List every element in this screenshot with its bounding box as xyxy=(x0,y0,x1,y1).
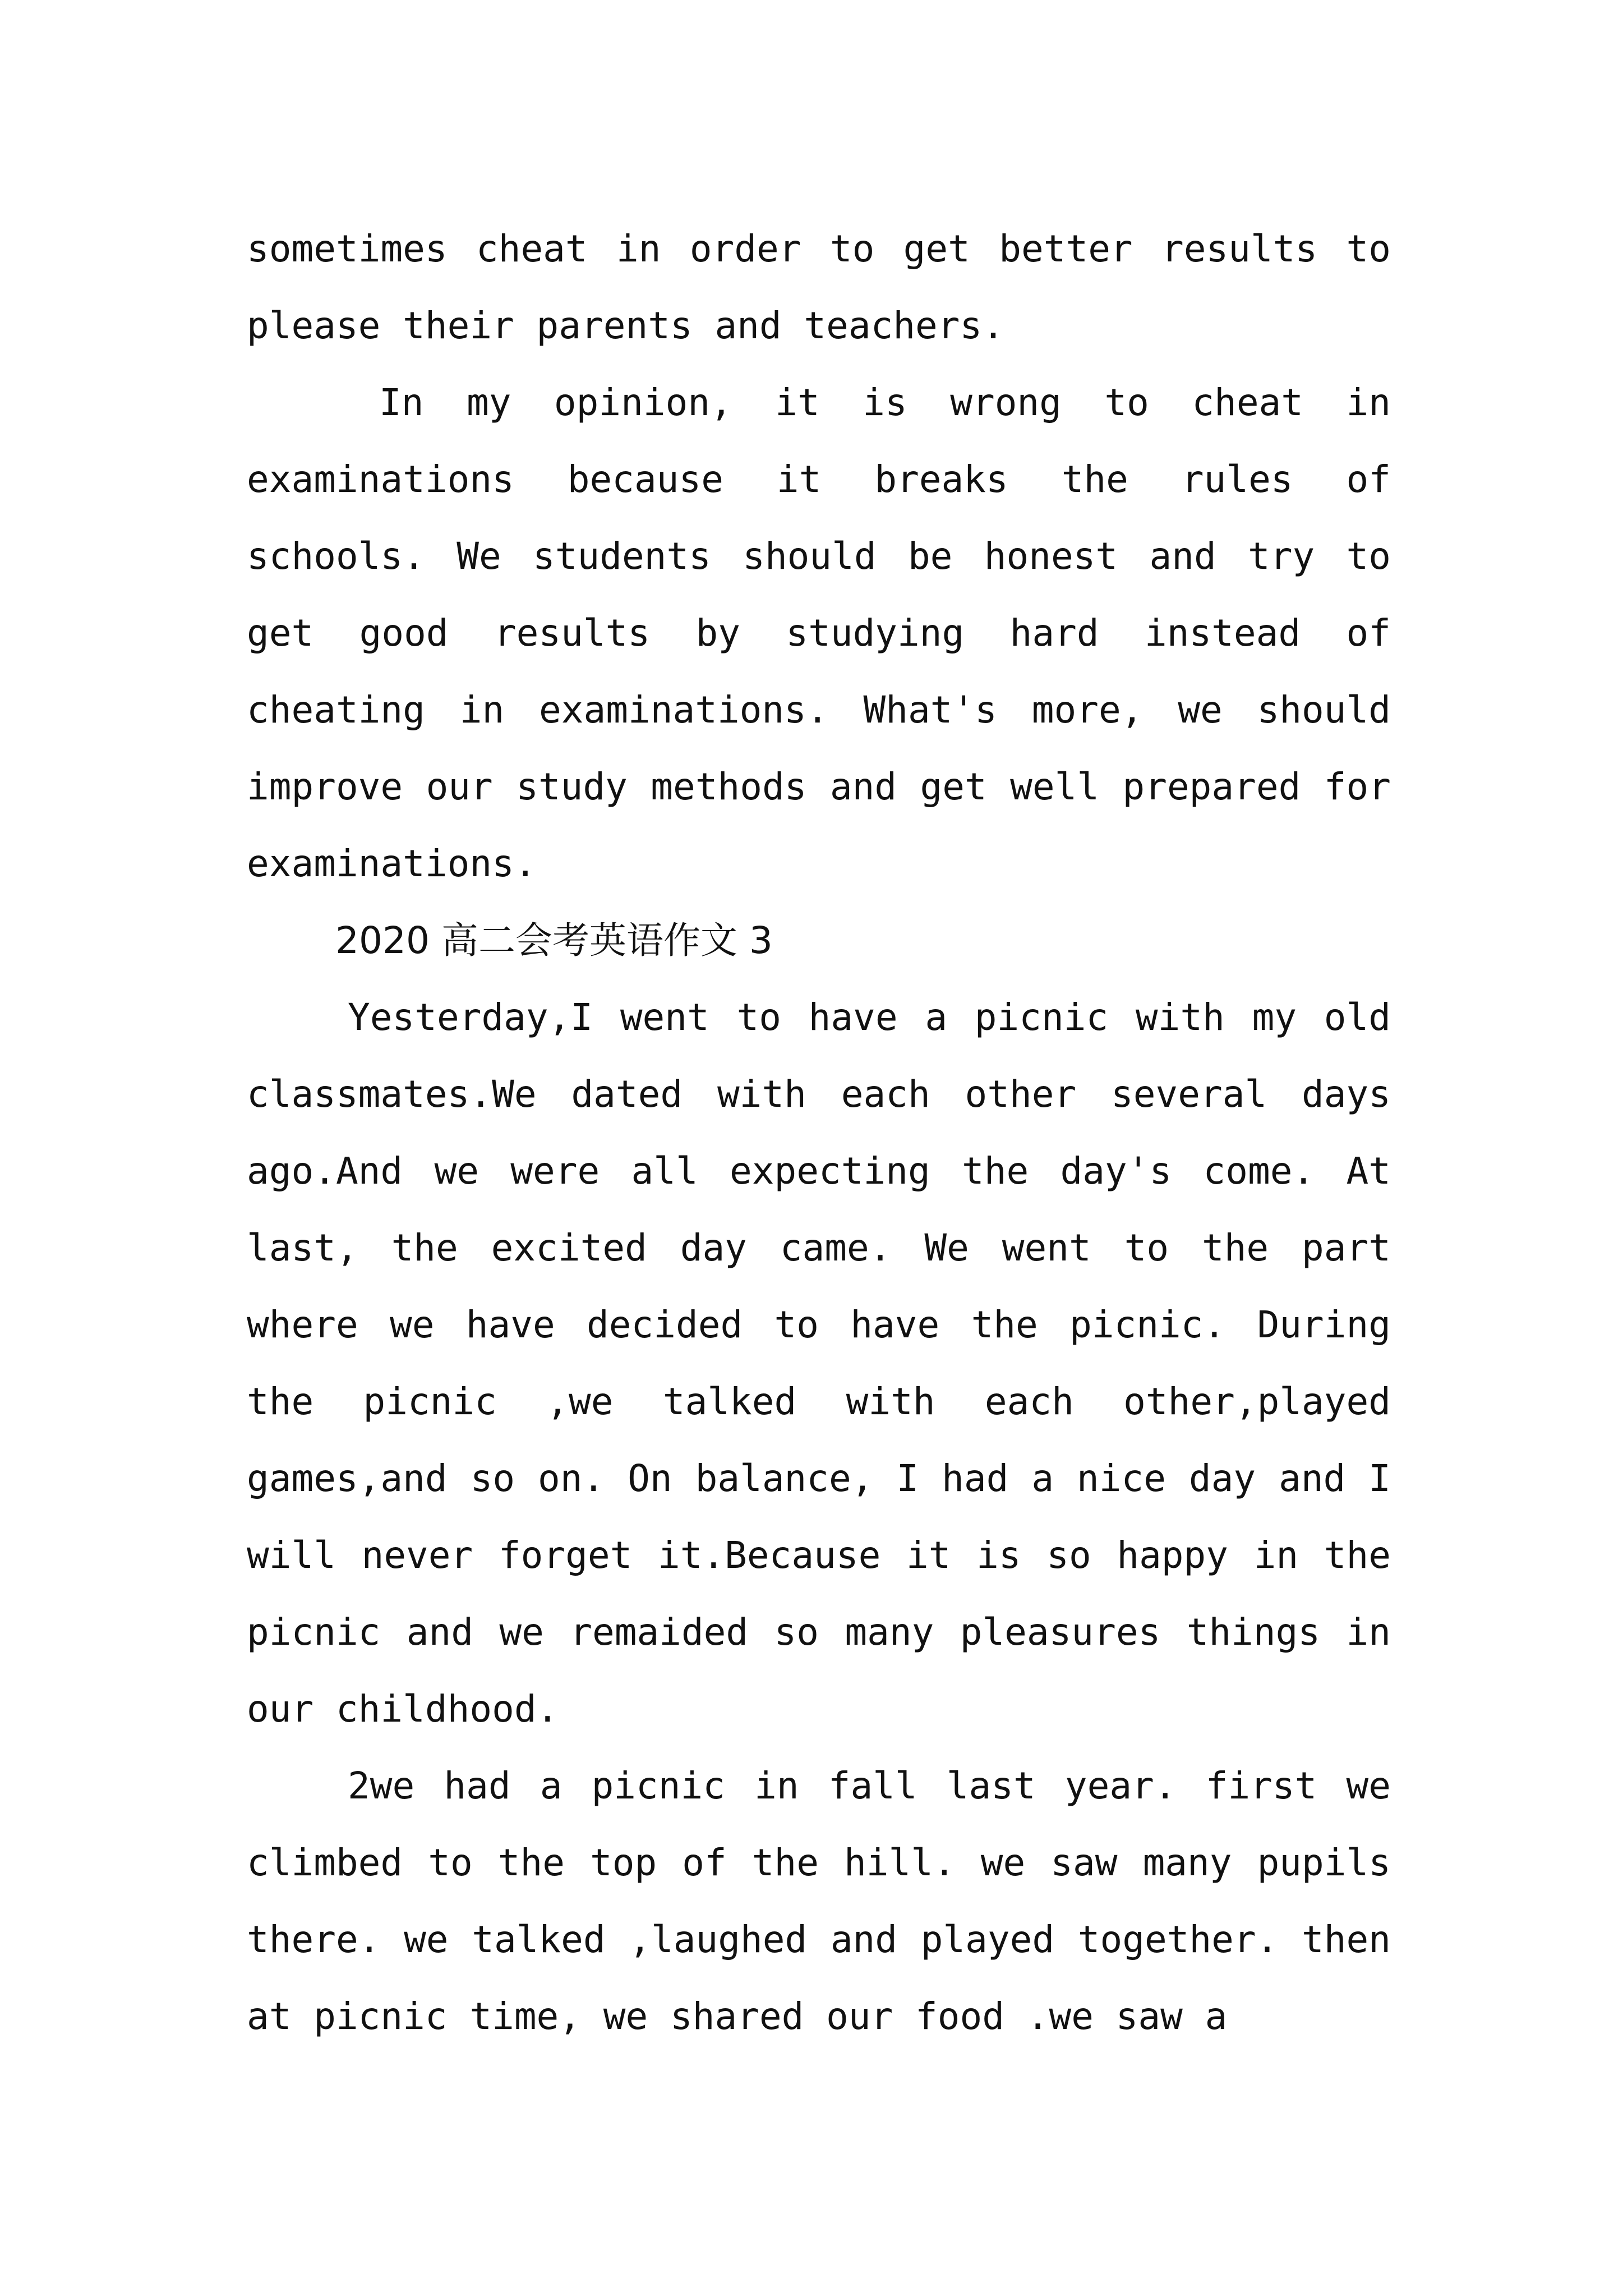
essay-heading: 2020 高二会考英语作文 3 xyxy=(335,919,773,962)
paragraph-picnic-fall: 2we had a picnic in fall last year. first we climbed to the top of the hill. we saw many pupils there. we talked ,laughed and played together. then at picnic time, we shared our food .we saw a xyxy=(247,1764,1391,2038)
document-body xyxy=(247,210,1391,2055)
paragraph-opinion: In my opinion, it is wrong to cheat in examinations because it breaks the rules of schools. We students should be honest and try to get good results by studying hard instead of cheating in examinations. What's more, we should improve our study methods and get well prepared for examinations. xyxy=(247,381,1391,885)
paragraph-continued: sometimes cheat in order to get better results to please their parents and teachers. xyxy=(247,227,1391,347)
paragraph-picnic-yesterday: Yesterday,I went to have a picnic with my old classmates.We dated with each other several days ago.And we were all expecting the day's come. At last, the excited day came. We went to the part where we have decided to have the picnic. During the picnic ,we talked with each other,played games,and so on. On balance, I had a nice day and I will never forget it.Because it is so happy in the picnic and we remaided so many pleasures things in our childhood. xyxy=(247,996,1391,1731)
